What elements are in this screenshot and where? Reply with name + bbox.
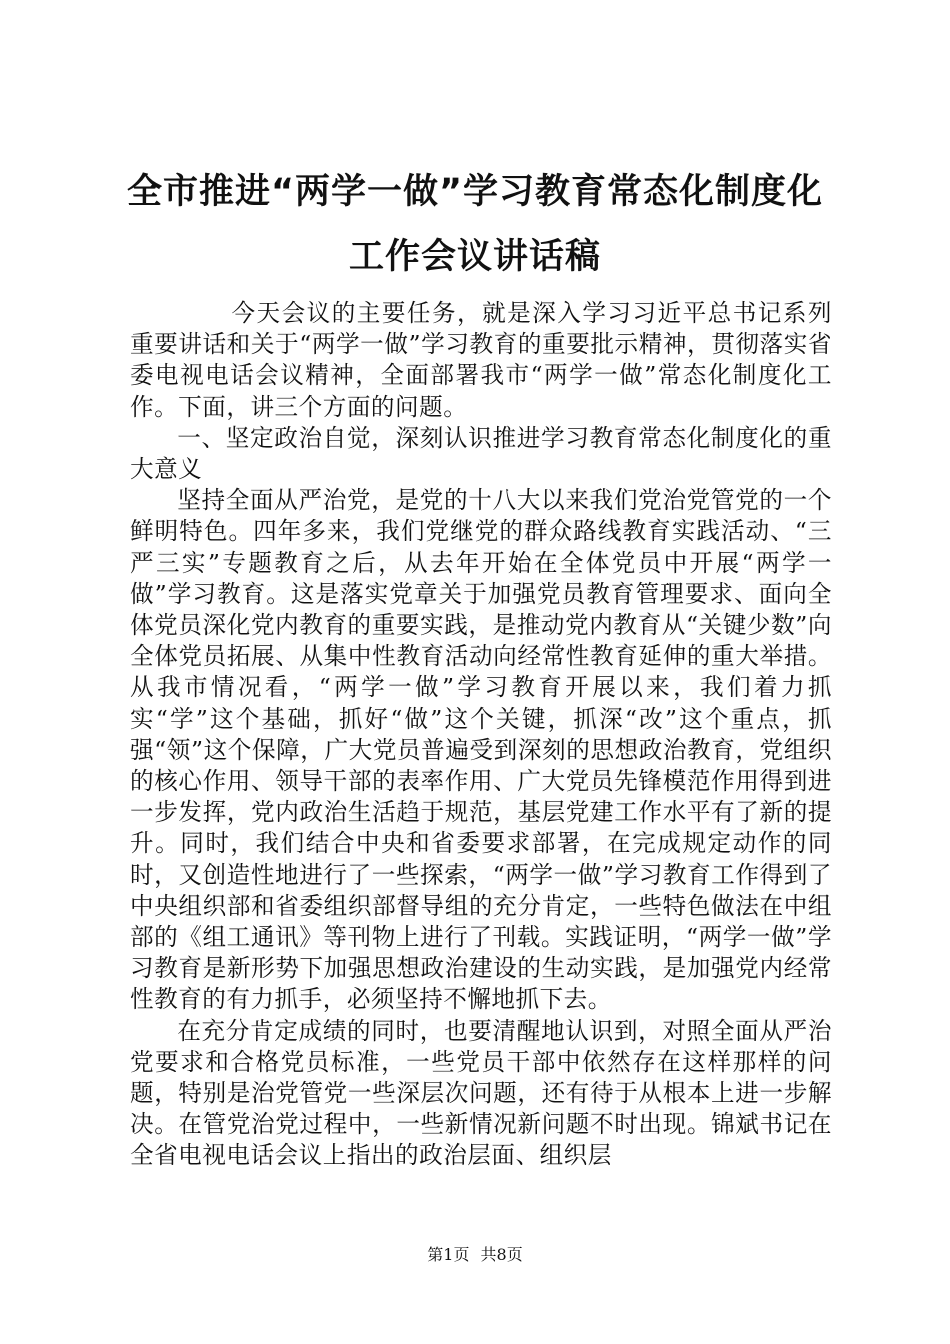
- document-body: [130, 298, 832, 1172]
- paragraph-intro: 今天会议的主要任务，就是深入学习习近平总书记系列重要讲话和关于“两学一做”学习教育的重要批示精神，贯彻落实省委电视电话会议精神，全面部署我市“两学一做”常态化制度化工作。下面，讲三个方面的问题。: [130, 299, 832, 421]
- page-footer: [0, 1244, 950, 1266]
- paragraph-body: 坚持全面从严治党，是党的十八大以来我们党治党管党的一个鲜明特色。四年多来，我们党继党的群众路线教育实践活动、“三严三实”专题教育之后，从去年开始在全体党员中开展“两学一做”学习教育。这是落实党章关于加强党员教育管理要求、面向全体党员深化党内教育的重要实践，是推动党内教育从“关键少数”向全体党员拓展、从集中性教育活动向经常性教育延伸的重大举措。从我市情况看，“两学一做”学习教育开展以来，我们着力抓实“学”这个基础，抓好“做”这个关键，抓深“改”这个重点，抓强“领”这个保障，广大党员普遍受到深刻的思想政治教育，党组织的核心作用、领导干部的表率作用、广大党员先锋模范作用得到进一步发挥，党内政治生活趋于规范，基层党建工作水平有了新的提升。同时，我们结合中央和省委要求部署，在完成规定动作的同时，又创造性地进行了一些探索，“两学一做”学习教育工作得到了中央组织部和省委组织部督导组的充分肯定，一些特色做法在中组部的《组工通讯》等刊物上进行了刊载。实践证明，“两学一做”学习教育是新形势下加强思想政治建设的生动实践，是加强党内经常性教育的有力抓手，必须坚持不懈地抓下去。: [130, 486, 832, 1014]
- paragraph-body: 在充分肯定成绩的同时，也要清醒地认识到，对照全面从严治党要求和合格党员标准，一些党员干部中依然存在这样那样的问题，特别是治党管党一些深层次问题，还有待于从根本上进一步解决。在管党治党过程中，一些新情况新问题不时出现。锦斌书记在全省电视电话会议上指出的政治层面、组织层: [130, 1016, 832, 1170]
- document-title: [110, 160, 840, 290]
- title-line-1: 全市推进“两学一做”学习教育常态化制度化: [126, 172, 823, 212]
- page-total: 共8页: [480, 1245, 523, 1264]
- section-heading-1: 一、坚定政治自觉，深刻认识推进学习教育常态化制度化的重大意义: [130, 423, 832, 484]
- page-number: 第1页: [427, 1245, 470, 1264]
- title-line-2: 工作会议讲话稿: [348, 237, 601, 277]
